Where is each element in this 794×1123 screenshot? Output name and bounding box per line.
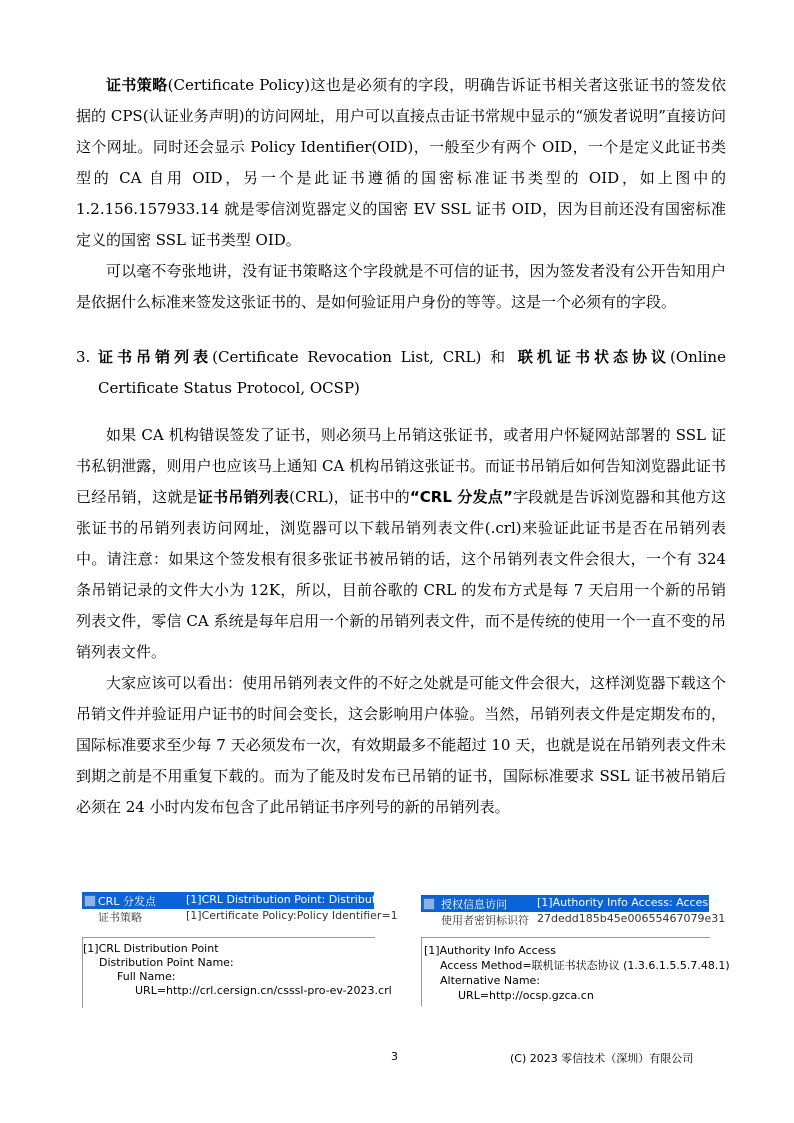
field-detail-panel: [1]Authority Info Access Access Method=联机证书状态协议 (1.3.6.1.5.5.7.48.1) Alternative Name: URL=http://ocsp.gzca.cn <box>421 937 710 1006</box>
paragraph-policy-necessity: 可以毫不夸张地讲，没有证书策略这个字段就是不可信的证书，因为签发者没有公开告知用户是依据什么标准来签发这张证书的、是如何验证用户身份的等等。这是一个必须有的字段。 <box>76 262 726 311</box>
screenshot-crl-distribution-point <box>82 892 398 1008</box>
section-heading-3: 3. 证书吊销列表(Certificate Revocation List, CRL) 和 联机证书状态协议(Online Certificate Status Protocol, OCSP) <box>76 348 726 397</box>
paragraph-certificate-policy: 证书策略(Certificate Policy)这也是必须有的字段，明确告诉证书相关者这张证书的签发依据的 CPS(认证业务声明)的访问网址，用户可以直接点击证书常规中显示的“颁发者说明”直接访问这个网址。同时还会显示 Policy Identifier(OID)，一般至少有两个 OID，一个是定义此证书类型的 CA 自用 OID，另一个是此证书遵循的国密标准证书类型的 OID，如上图中的 1.2.156.157933.14 就是零信浏览器定义的国密 EV SSL 证书 OID，因为目前还没有国密标准定义的国密 SSL 证书类型 OID。 <box>76 76 726 249</box>
screenshot-authority-info-access <box>421 895 730 1007</box>
field-icon <box>84 895 96 907</box>
field-detail-panel: [1]CRL Distribution Point Distribution Point Name: Full Name: URL=http://crl.cersign.cn/csssl-pro-ev-2023.crl <box>82 937 375 1008</box>
selected-field-row: CRL 分发点 [1]CRL Distribution Point: Distribution <box>82 892 374 909</box>
paragraph-crl-drawbacks: 大家应该可以看出：使用吊销列表文件的不好之处就是可能文件会很大，这样浏览器下载这个吊销文件并验证用户证书的时间会变长，这会影响用户体验。当然，吊销列表文件是定期发布的，国际标准要求至少每 7 天必须发布一次，有效期最多不能超过 10 天，也就是说在吊销列表文件未到期之前是不用重复下载的。而为了能及时发布已吊销的证书，国际标准要求 SSL 证书被吊销后必须在 24 小时内发布包含了此吊销证书序列号的新的吊销列表。 <box>76 674 726 816</box>
term-certificate-policy: 证书策略 <box>106 76 168 94</box>
paragraph-crl: 如果 CA 机构错误签发了证书，则必须马上吊销这张证书，或者用户怀疑网站部署的 SSL 证书私钥泄露，则用户也应该马上通知 CA 机构吊销这张证书。而证书吊销后如何告知浏览器此证书已经吊销，这就是证书吊销列表(CRL)，证书中的“CRL 分发点”字段就是告诉浏览器和其他方这张证书的吊销列表访问网址，浏览器可以下载吊销列表文件(.crl)来验证此证书是否在吊销列表中。请注意：如果这个签发根有很多张证书被吊销的话，这个吊销列表文件会很大，一个有 324 条吊销记录的文件大小为 12K，所以，目前谷歌的 CRL 的发布方式是每 7 天启用一个新的吊销列表文件，零信 CA 系统是每年启用一个新的吊销列表文件，而不是传统的使用一个一直不变的吊销列表文件。 <box>76 426 726 661</box>
partial-field-row: 使用者密钥标识符 27dedd185b45e00655467079e31 <box>441 912 726 927</box>
document-body <box>76 70 726 823</box>
selected-field-row: 授权信息访问 [1]Authority Info Access: Access M <box>421 895 709 912</box>
field-icon <box>423 898 435 910</box>
footer-company: (C) 2023 零信技术（深圳）有限公司 <box>510 1052 694 1065</box>
page-number: 3 <box>391 1050 398 1063</box>
partial-field-row: 证书策略 [1]Certificate Policy:Policy Identifier=1 <box>98 909 398 924</box>
